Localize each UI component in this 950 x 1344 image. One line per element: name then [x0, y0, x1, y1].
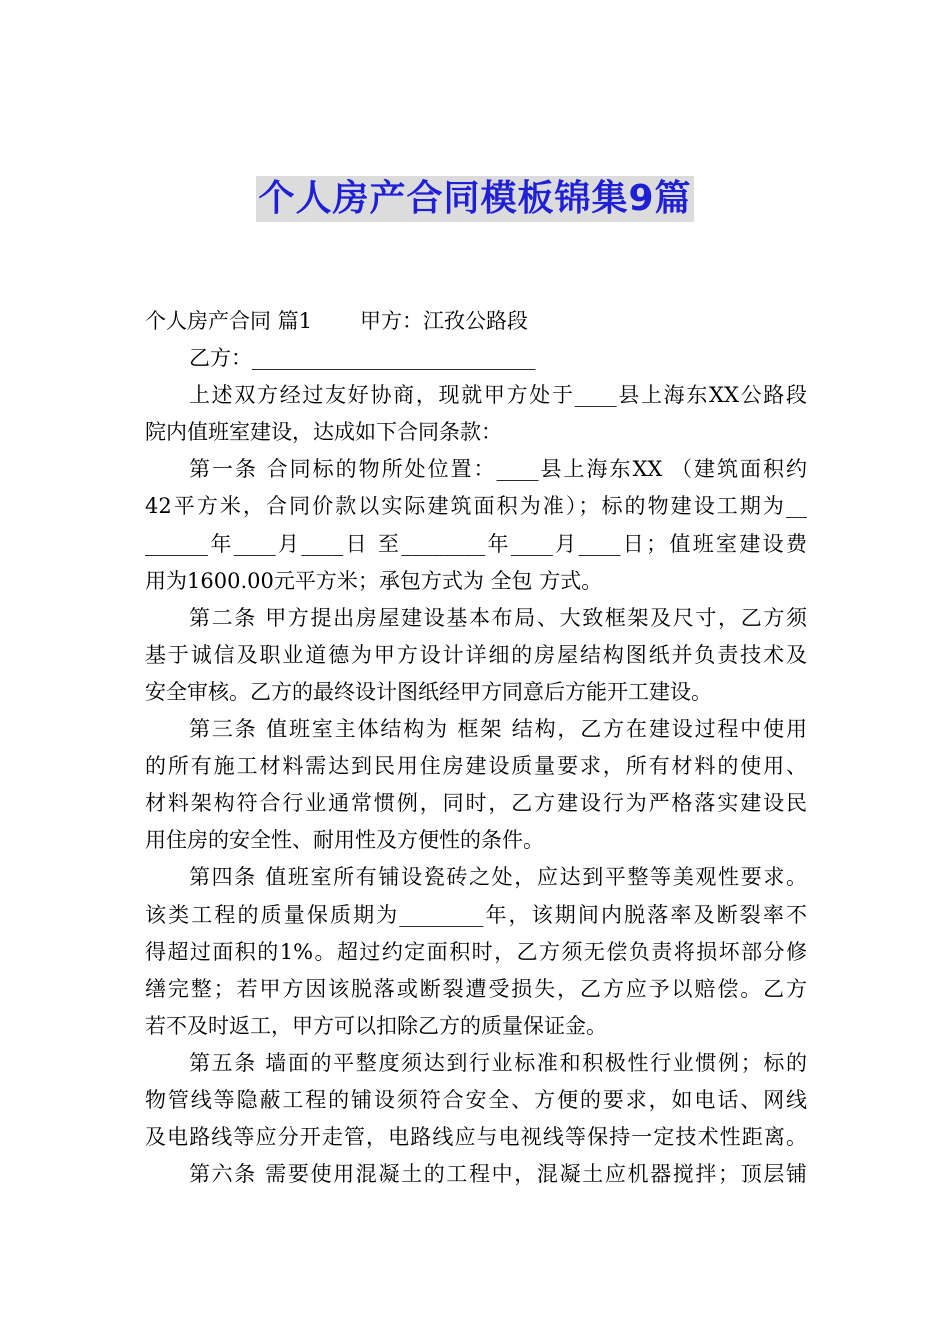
text-line: 若不及时返工，甲方可以扣除乙方的质量保证金。: [145, 1013, 607, 1038]
heading-line: [145, 303, 807, 340]
text-line: 的所有施工材料需达到民用住房建设质量要求，所有材料的使用、: [145, 754, 807, 779]
text-line: 该类工程的质量保质期为________年，该期间内脱落率及断裂率不: [145, 902, 807, 927]
article-5-line: 第五条 墙面的平整度须达到行业标准和积极性行业惯例；标的: [189, 1050, 807, 1075]
party-b-line: 乙方：___________________________: [189, 346, 536, 371]
title-container: [0, 176, 950, 222]
text-line: 得超过面积的1%。超过约定面积时，乙方须无偿负责将损坏部分修: [145, 939, 807, 964]
text-line: 物管线等隐蔽工程的铺设须符合安全、方便的要求，如电话、网线: [145, 1087, 807, 1112]
article-2-line: 第二条 甲方提出房屋建设基本布局、大致框架及尺寸，乙方须: [189, 605, 807, 630]
article-4-line: 第四条 值班室所有铺设瓷砖之处，应达到平整等美观性要求。: [189, 865, 807, 890]
text-line: 安全审核。乙方的最终设计图纸经甲方同意后方能开工建设。: [145, 679, 712, 704]
party-a-line: 甲方：江孜公路段: [360, 309, 529, 333]
document-title: 个人房产合同模板锦集9篇: [256, 176, 693, 222]
article-3-line: 第三条 值班室主体结构为 框架 结构，乙方在建设过程中使用: [189, 717, 807, 742]
text-line: 院内值班室建设，达成如下合同条款：: [145, 420, 502, 445]
document-body: [145, 303, 807, 1193]
text-line: 缮完整；若甲方因该脱落或断裂遭受损失，乙方应予以赔偿。乙方: [145, 976, 807, 1001]
text-line: 材料架构符合行业通常惯例，同时，乙方建设行为严格落实建设民: [145, 791, 807, 816]
text-line: 42平方米，合同价款以实际建筑面积为准）；标的物建设工期为__: [145, 494, 807, 519]
text-line: 用为1600.00元平方米；承包方式为 全包 方式。: [145, 568, 603, 593]
article-6-line: 第六条 需要使用混凝土的工程中，混凝土应机器搅拌；顶层铺: [189, 1162, 807, 1187]
text-line: ______年____月____日 至________年____月____日；值班室建设费: [145, 531, 807, 556]
text-line: 用住房的安全性、耐用性及方便性的条件。: [145, 828, 544, 853]
text-line: 及电路线等应分开走管，电路线应与电视线等保持一定技术性距离。: [145, 1125, 807, 1150]
article-1-line: 第一条 合同标的物所处位置：____县上海东XX （建筑面积约: [189, 457, 807, 482]
contract-heading: 个人房产合同 篇1: [145, 309, 313, 333]
text-line: 基于诚信及职业道德为甲方设计详细的房屋结构图纸并负责技术及: [145, 642, 807, 667]
text-line: 上述双方经过友好协商，现就甲方处于____县上海东XX公路段: [189, 383, 807, 408]
